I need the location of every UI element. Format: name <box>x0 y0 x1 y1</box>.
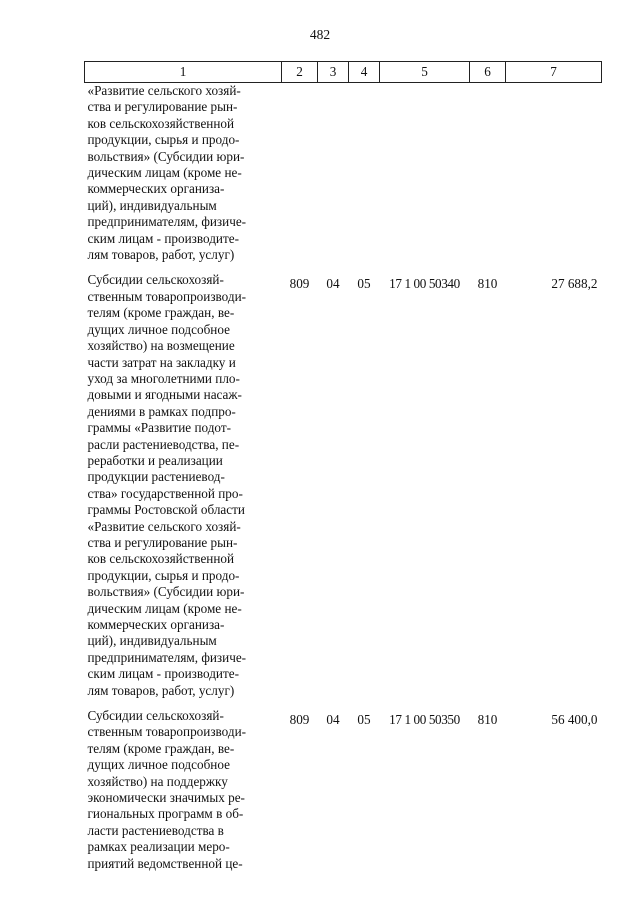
row-csr <box>380 83 470 264</box>
row-csr: 17 1 00 50350 <box>389 712 460 728</box>
row-name: Субсидии сельскохозяй- ственным товаропроизводи- телям (кроме граждан, ве- дущих личное подсобное хозяйство) на поддержку экономически значимых ре- гиональных программ в об- ласти растениеводства в рамках реализации меро- приятий ведомственной це- <box>87 708 247 871</box>
row-pr: 05 <box>357 276 371 292</box>
row-ved: 809 <box>289 276 310 292</box>
row-spacer <box>85 699 602 707</box>
row-pr: 05 <box>357 712 371 728</box>
table-row <box>85 707 602 872</box>
row-name: Субсидии сельскохозяй- ственным товаропроизводи- телям (кроме граждан, ве- дущих личное подсобное хозяйство) на возмещение части затрат на закладку и уход за многолетними пло- довыми и ягодными насаж- дениями в рамках подпро- граммы «Развитие подот- расли растениеводства, пе- реработки и реализации продукции растениевод- ства» государственной про- граммы Ростовской области «Развитие сельского хозяй- ства и регулирование рын- ков сельскохозяйственной продукции, сырья и продо- вольствия» (Субсидии юри- дическим лицам (кроме не- коммерческих организа- ций), индивидуальным предпринимателям, физиче- ским лицам - производите- лям товаров, работ, услуг) <box>87 272 247 698</box>
column-header-1: 1 <box>85 62 282 83</box>
row-vr <box>470 83 506 264</box>
page-number: 482 <box>309 27 331 42</box>
row-name: «Развитие сельского хозяй- ства и регулирование рын- ков сельскохозяйственной продукции, сырья и продо- вольствия» (Субсидии юри- дическим лицам (кроме не- коммерческих организа- ций), индивидуальным предпринимателям, физиче- ским лицам - производите- лям товаров, работ, услуг) <box>87 83 247 263</box>
row-rz <box>318 83 349 264</box>
header-row <box>85 62 602 83</box>
column-header-7: 7 <box>506 62 602 83</box>
row-spacer <box>85 263 602 271</box>
row-rz: 04 <box>326 276 340 292</box>
table-row <box>85 83 602 264</box>
row-ved <box>282 83 318 264</box>
row-rz: 04 <box>326 712 340 728</box>
row-vr: 810 <box>477 276 498 292</box>
row-vr: 810 <box>477 712 498 728</box>
column-header-4: 4 <box>349 62 380 83</box>
row-pr <box>349 83 380 264</box>
row-sum: 27 688,2 <box>551 276 598 292</box>
column-header-3: 3 <box>318 62 349 83</box>
budget-table <box>84 61 602 872</box>
column-header-5: 5 <box>380 62 470 83</box>
table-row <box>85 271 602 699</box>
row-csr: 17 1 00 50340 <box>389 276 460 292</box>
row-ved: 809 <box>289 712 310 728</box>
column-header-6: 6 <box>470 62 506 83</box>
column-header-2: 2 <box>282 62 318 83</box>
row-sum: 56 400,0 <box>551 712 598 728</box>
row-sum <box>506 83 602 264</box>
